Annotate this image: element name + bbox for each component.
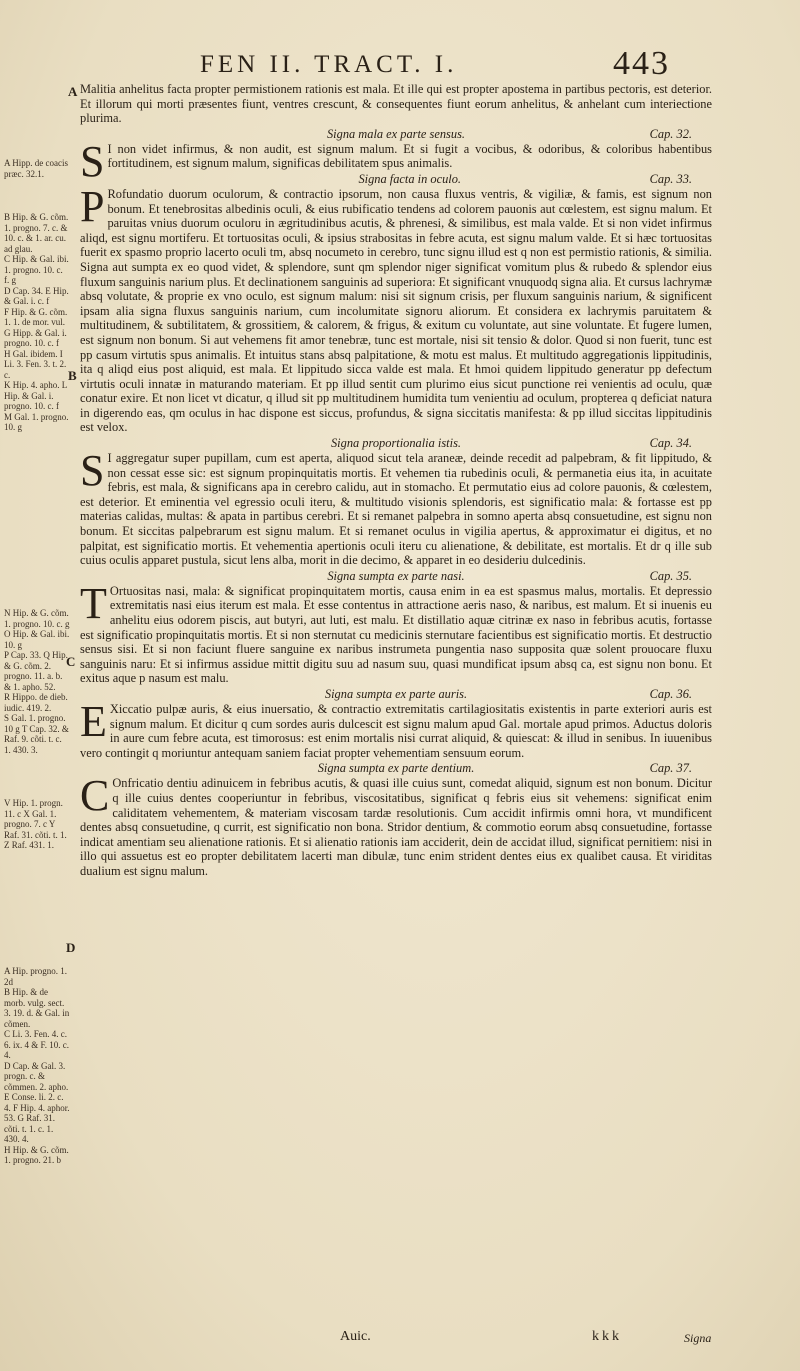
chapter-heading-32 (80, 127, 712, 142)
signature-mark: kkk (592, 1329, 622, 1344)
margin-note: Z Raf. 431. 1. (4, 840, 54, 850)
catchword-left: Auic. (340, 1329, 371, 1344)
chapter-title: Signa facta in oculo. (358, 171, 462, 186)
margin-note: A Hip. progno. 1. 2d (4, 966, 67, 987)
margin-note: D Cap. 34. E Hip. & Gal. i. c. f (4, 285, 69, 306)
chapter-heading-34 (80, 436, 712, 451)
chapter-34-text: S I aggregatur super pupillam, cum est aperta, aliquod sicut tela araneæ, deinde recedit ad palpebram, & fit lippitudo, & non cessat esse sic: est signum propinquitatis mortis. Et vehemen tia rubedinis oculi, & permanetia eius ita, in acuitate febris, est mala, & significans apa in cerebro calidu, aut in stomacho. Et permutatio eius ad colore pauonis, & cœlestem, est deterior. Et eminentia vel egressio oculi iteru, & multitudo visionis splendoris, est significatio mala: & fortasse est pp materias calidas, multas: & apata in partibus cerebri. Et si remanet palpebra in somno aperta absq consuetudine, est signu non bonum. Et siccitas palpebrarum est signu malum. Et si remanet oculus in vigilia apertus, & approximatur ei digitus, et no palpitat, est significatio mortis. Et vehementia apertionis oculi iteru cu alienatione, & debilitate, est mortalis. Et dr q ille sub cuius oculis apparet pustula, sicut lens alba, morit in die decimo, & apparet in eo desideriu dulcedinis. (80, 446, 712, 568)
page-header (200, 45, 670, 85)
chapter-title: Signa sumpta ex parte dentium. (317, 761, 475, 776)
section-letter-d: D (66, 940, 76, 955)
margin-note-block-2 (4, 212, 70, 433)
margin-note: B Hip. & G. cõm. 1. progno. 7. c. & 10. c. & 1. ar. cu. ad glau. (4, 212, 69, 254)
margin-note: O Hip. & Gal. ibi. 10. g (4, 629, 70, 650)
margin-note: H Hip. & G. cõm. 1. progno. 21. b (4, 1144, 69, 1165)
drop-cap: E (80, 696, 107, 746)
margin-note: S Gal. 1. progno. 10 g T Cap. 32. & Raf. 9. cõti. t. c. 1. 430. 3. (4, 713, 69, 755)
drop-cap: C (80, 771, 110, 821)
chapter-title: Signa sumpta ex parte nasi. (327, 568, 465, 583)
drop-cap: P (80, 181, 105, 231)
chapter-36-text: E Xiccatio pulpæ auris, & eius inuersatio, & contractio extremitatis cartilagiositatis existentis in parte exteriori auris est signum malum. Et dicitur q cum sordes auris dulcescit est signu malum apud Gal. mortale apud primos. Aductus doloris in aure cum febre acuta, est timorosus: est enim mortalis nisi currat aliquid, & quiescat: & illud in senibus. In iuuenibus vero contingit q moriuntur antequam saniem faciat propter vehementiam sensuum eorum. (80, 696, 712, 760)
margin-note: M Gal. 1. progno. 10. g (4, 411, 69, 432)
chapter-number: Cap. 35. (649, 568, 692, 583)
chapter-heading-35 (80, 569, 712, 584)
chapter-37-text: C Onfricatio dentiu adinuicem in febribus acutis, & quasi ille cuius sunt, comedat aliquid, signum est non bonum. Dicitur q ille cuius dentes cooperiuntur in febribus, viscositatibus, significat q febris eius sit vehemens: significat enim caliditatem vehementem, & materiam viscosam tardæ resolutionis. Cum accidit infirmis omni hora, vt mundificent dentes absq consuetudine, q currit, est significatio non bona. Stridor dentium, & commotio eorum absq consuetudine, fortasse indicat amentiam seu alienatione rationis. Et si alienatio rationis iam acciderit, dein de accidat illud, significat pernitiem: nisi in illo qui assuetus est eo propter debilitatem lacerti man dibulæ, tunc enim strident dentes eius ex qualibet causa. Et viriditas dualium est signu malum. (80, 771, 712, 878)
chapter-35-text: T Ortuositas nasi, mala: & significat propinquitatem mortis, causa enim in ea est spasmus malus, mortalis. Et depressio extremitatis nasi eius iterum est mala. Et esse contentus in attractione aeris naso, & naribus, est malum. Et si inuenis eu anhelitu eius odorem piscis, aut butyri, aut luti, est malu. Et distillatio aquæ citrinæ ex naso in febribus acutis, fortasse est significatio propinquitatis mortis. Et si non sternutat cu medicinis sternutare facientibus est significatio mortis. Et destructio sensus sisi. Et si non faciunt fluere sanguine ex naribus instrumeta pungentia naso supposita quæ solent prouocare fluxu sanguinis naru: Et si infirmus assidue mittit digitu suu ad nasum suu, quasi mundificat ipsum absq ca, est signu non bonu. Et exitus aque p nasum est malu. (80, 578, 712, 686)
chapter-heading-36 (80, 687, 712, 702)
chapter-title: Signa proportionalia istis. (330, 436, 461, 451)
main-text (80, 82, 712, 879)
margin-note: B Hip. & de morb. vulg. sect. 3. 19. d. & Gal. in cõmen. (4, 987, 70, 1029)
catchword-right: Signa (684, 1331, 712, 1345)
margin-note: R Hippo. de dieb. iudic. 419. 2. (4, 692, 68, 713)
chapter-33-text: P Rofundatio duorum oculorum, & contractio ipsorum, non causa fluxus ventris, & vigiliæ, & famis, est signum non bonum. Et tenebrositas albedinis oculi, & eius rubificatio tendens ad colorem pauonis aut cœlestem, est signu malum. Et paruitas vnius duorum oculoru in ægritudinibus acutis, & phrenesi, & similibus, est mala valde. Et si non videt infirmus aliqd, est signu mortiferu. Et tortuositas oculi, & ipsius strabositas in febre acuta, est signu malum valde. Et si hæc tortuositas fuerit ex spasmo proprio lacerto oculi tm, absq nocumeto in cerebro, tunc signu illud est q non est permistio rationis, & similia. Signa aut sumpta ex eo quod videt, & splendore, sunt qm splendor niger significat vomitum plus & rubedo & splendor eius fluxum sanguinis narium plus. Et declinationem sanguinis ad superiora: Et significant vnuquodq signa alia. Et cursus lachrymæ absq volutate, & proprie ex vno oculo, est signum malum: nisi sit signum crisis, per fluxum sanguinis narium, & significent ipsam alia signa fluxus sanguinis narium, cum incolumitate signoru aliorum. Et considera ex lachrymis paruitatem & multitudinem, & subtilitatem, & grossitiem, & calorem, & frigus, & exitum cu voluntate, aut sine voluntate. Et fugere lumen, est signum non bonum. Si aut vehemens fit amor tenebræ, tunc est mortale, nisi sit tensio & dolor. Quod si non fuerit, tunc est pp casum virtutis spus animalis. Et intuitus stans absq palpitatione, & motu est malus. Et multitudo aggregationis lippitudinis, ita q aliqd eius post aliquid, est mala. Et lippitudo sicca valde est mala. Et hmoi quidem lippitudo generatur pp defectum virtutis oculi innatæ in maturando materiam. Et pp illud sentit cum plurimo eius sicut punctione rei venientis ad oculu, quæ conatur exire. Et non licet vt dicatur, q illud sit pp multitudinem humidita tum venientiu ad oculum, propterea q deficiat natura in digerendo eas, qm oculus in hac dispone est siccus, profundus, & signa siccitatis manifesta: & pp illud siccitas lippitudinis est velox. (80, 181, 712, 435)
chapter-number: Cap. 37. (649, 761, 692, 776)
chapter-number: Cap. 33. (649, 171, 692, 186)
chapter-number: Cap. 36. (649, 686, 692, 701)
margin-note: P Cap. 33. Q Hip. & G. cõm. 2. progno. 11. a. b. & 1. apho. 52. (4, 650, 68, 692)
chapter-number: Cap. 32. (649, 126, 692, 141)
drop-cap: S (80, 446, 105, 496)
chapter-title: Signa mala ex parte sensus. (326, 126, 465, 141)
margin-note: V Hip. 1. progn. 11. c X Gal. 1. progno. 7. c Y Raf. 31. cõti. t. 1. (4, 798, 67, 840)
chapter-32-text: S I non videt infirmus, & non audit, est signum malum. Et si fugit a vocibus, & odoribus, & coloribus habentibus fortitudinem, est signum malum, significas debilitatem spus animalis. (80, 136, 712, 186)
margin-note: C Hip. & Gal. ibi. 1. progno. 10. c. f. g (4, 254, 69, 285)
margin-note-block-5 (4, 966, 70, 1166)
margin-note: D Cap. & Gal. 3. progn. c. & cõmmen. 2. apho. (4, 1060, 69, 1092)
chapter-heading-33 (80, 172, 712, 187)
margin-note: K Hip. 4. apho. L Hip. & Gal. i. progno. 10. c. f (4, 380, 67, 411)
section-letter-b: B (68, 368, 77, 383)
margin-note: H Gal. ibidem. I Li. 3. Fen. 3. t. 2. c. (4, 348, 67, 380)
margin-note: F Hip. & G. cõm. 1. 1. de mor. vul. (4, 306, 68, 327)
section-letter-c: C (66, 654, 76, 669)
page-footer (0, 1329, 800, 1351)
chapter-heading-37 (80, 761, 712, 776)
running-title: FEN II. TRACT. I. (200, 51, 458, 78)
margin-note: A Hipp. de coacis præc. 32.1. (4, 158, 68, 179)
drop-cap: S (80, 136, 105, 186)
margin-note: E Conse. li. 2. c. 4. F Hip. 4. aphor. 53. G Raf. 31. cõti. t. 1. c. 1. 430. 4. (4, 1092, 70, 1144)
page-number: 443 (613, 45, 670, 82)
drop-cap: T (80, 578, 107, 628)
margin-note: N Hip. & G. cõm. 1. progno. 10. c. g (4, 608, 70, 629)
intro-paragraph: Malitia anhelitus facta propter permistionem rationis est mala. Et ille qui est propter apostema in partibus pectoris, est deterior. Et illorum qui morti præsentes fiunt, ventres crescunt, & consequentes fiunt eorum anhelitus, & anhelant cum interiectione plurima. (80, 82, 712, 126)
chapter-number: Cap. 34. (649, 436, 692, 451)
margin-note-block-3 (4, 608, 70, 755)
margin-note: G Hipp. & Gal. i. progno. 10. c. f (4, 327, 67, 348)
margin-note-block-4 (4, 798, 70, 851)
margin-note: C Li. 3. Fen. 4. c. 6. ix. 4 & F. 10. c. 4. (4, 1029, 70, 1060)
margin-note-block-1 (4, 158, 70, 179)
section-letter-a: A (68, 84, 78, 99)
chapter-title: Signa sumpta ex parte auris. (324, 686, 468, 701)
